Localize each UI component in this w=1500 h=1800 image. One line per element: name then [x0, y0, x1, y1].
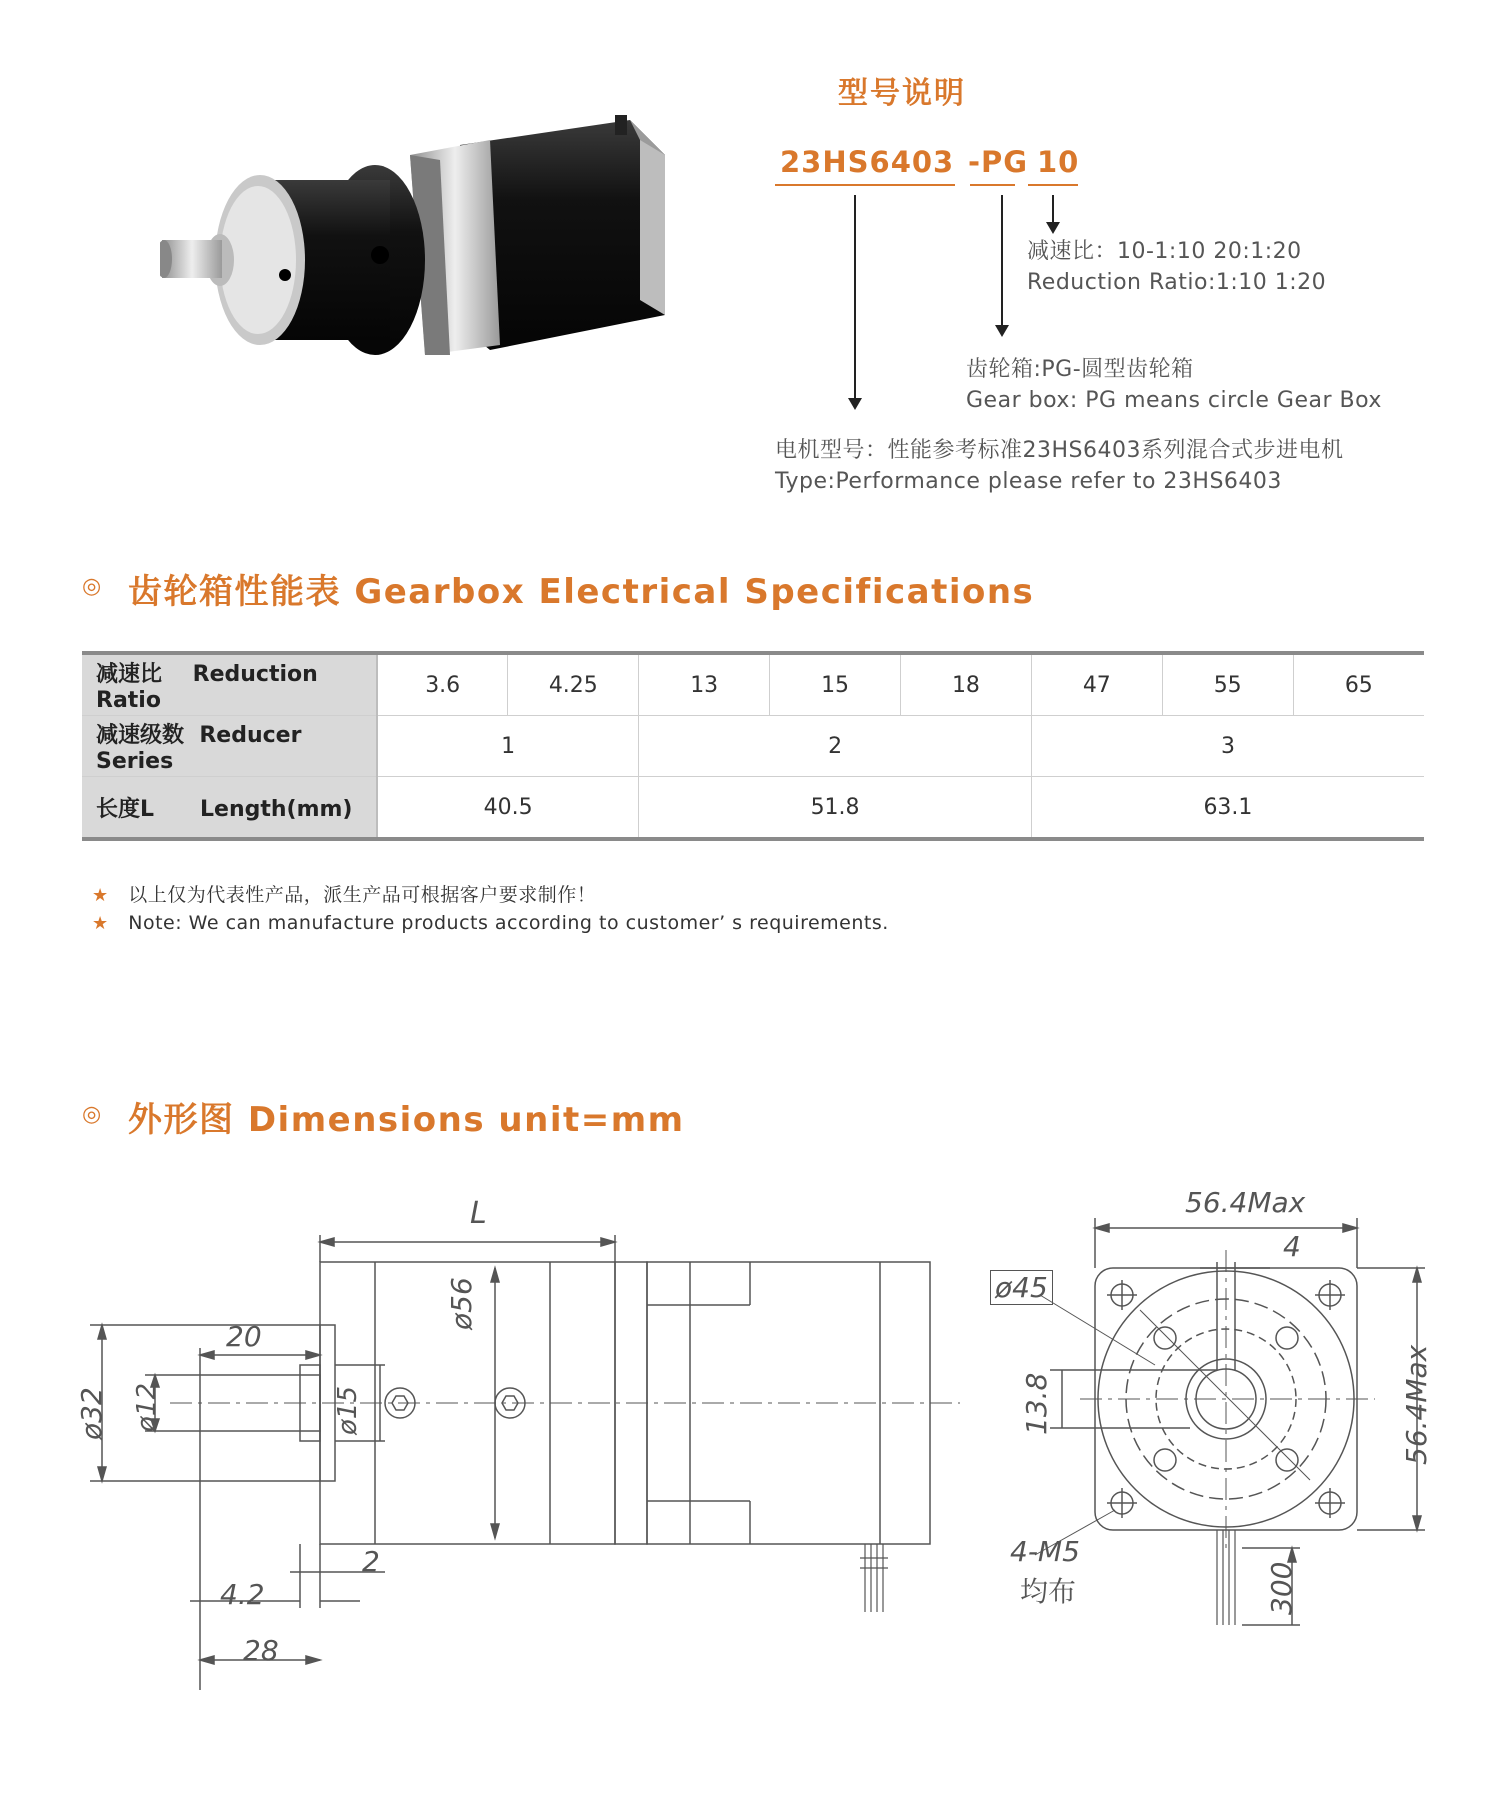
dim-28: 28 — [243, 1634, 279, 1667]
ratio-cell: 55 — [1162, 653, 1293, 716]
dim-d32: ø32 — [75, 1387, 108, 1440]
gearbox-spec-table — [82, 651, 1424, 841]
ratio-cell: 13 — [639, 653, 770, 716]
ratio-cell: 47 — [1031, 653, 1162, 716]
ratio-cell: 65 — [1293, 653, 1424, 716]
type-desc-en: Type:Performance please refer to 23HS6403 — [775, 469, 1282, 494]
dimensions-section-title: 外形图 Dimensions unit=mm — [128, 1100, 685, 1140]
ratio-cell: 18 — [901, 653, 1032, 716]
series-cell: 2 — [639, 716, 1032, 777]
table-row — [82, 716, 1424, 777]
side-view-drawing — [60, 1180, 960, 1700]
model-code-part3: 10 — [1037, 145, 1080, 179]
dim-4: 4 — [1283, 1230, 1301, 1263]
dim-d56: ø56 — [445, 1277, 478, 1330]
dim-300: 300 — [1265, 1561, 1298, 1615]
section-mark-icon: ◎ — [82, 1102, 102, 1127]
length-cell: 63.1 — [1031, 777, 1424, 840]
row-header-series: 减速级数 Reducer Series — [82, 716, 377, 777]
series-cell: 3 — [1031, 716, 1424, 777]
series-cell: 1 — [377, 716, 639, 777]
ratio-desc-en: Reduction Ratio:1:10 1:20 — [1027, 270, 1327, 295]
gearbox-desc-cn: 齿轮箱:PG-圆型齿轮箱 — [966, 357, 1194, 382]
ratio-cell: 4.25 — [508, 653, 639, 716]
length-cell: 51.8 — [639, 777, 1032, 840]
model-title: 型号说明 — [838, 76, 966, 111]
type-desc-cn: 电机型号：性能参考标准23HS6403系列混合式步进电机 — [775, 438, 1344, 463]
model-code-part1: 23HS6403 — [780, 145, 955, 179]
dim-L: L — [470, 1196, 487, 1231]
row-header-ratio: 减速比 Reduction Ratio — [82, 653, 377, 716]
dim-d45: ø45 — [990, 1270, 1053, 1305]
row-header-length: 长度L Length(mm) — [82, 777, 377, 840]
note-en: ★ Note: We can manufacture products according to customer’ s requirements. — [92, 912, 889, 934]
length-cell: 40.5 — [377, 777, 639, 840]
note-cn: ★ 以上仅为代表性产品，派生产品可根据客户要求制作！ — [92, 884, 597, 906]
ratio-cell: 15 — [770, 653, 901, 716]
model-code-part2: -PG — [968, 145, 1029, 179]
section-mark-icon: ◎ — [82, 574, 102, 599]
star-icon: ★ — [92, 913, 109, 934]
dim-h56-4: 56.4Max — [1400, 1344, 1433, 1465]
star-icon: ★ — [92, 885, 109, 906]
table-row — [82, 777, 1424, 840]
dim-20: 20 — [226, 1320, 262, 1353]
ratio-desc-cn: 减速比：10-1:10 20:1:20 — [1027, 239, 1302, 264]
dim-2: 2 — [362, 1545, 380, 1578]
gearbox-desc-en: Gear box: PG means circle Gear Box — [966, 388, 1382, 413]
dim-d12: ø12 — [132, 1383, 162, 1432]
table-row — [82, 653, 1424, 716]
dim-13-8: 13.8 — [1020, 1372, 1053, 1435]
dim-w56-4: 56.4Max — [1185, 1186, 1306, 1219]
dim-4-m5: 4-M5 — [1010, 1535, 1080, 1568]
dim-4-2: 4.2 — [220, 1578, 265, 1611]
dim-d15: ø15 — [333, 1386, 363, 1435]
product-photo — [160, 100, 680, 380]
specs-section-title: 齿轮箱性能表 Gearbox Electrical Specifications — [128, 572, 1035, 612]
dim-4-m5-cn: 均布 — [1020, 1575, 1077, 1608]
ratio-cell: 3.6 — [377, 653, 508, 716]
